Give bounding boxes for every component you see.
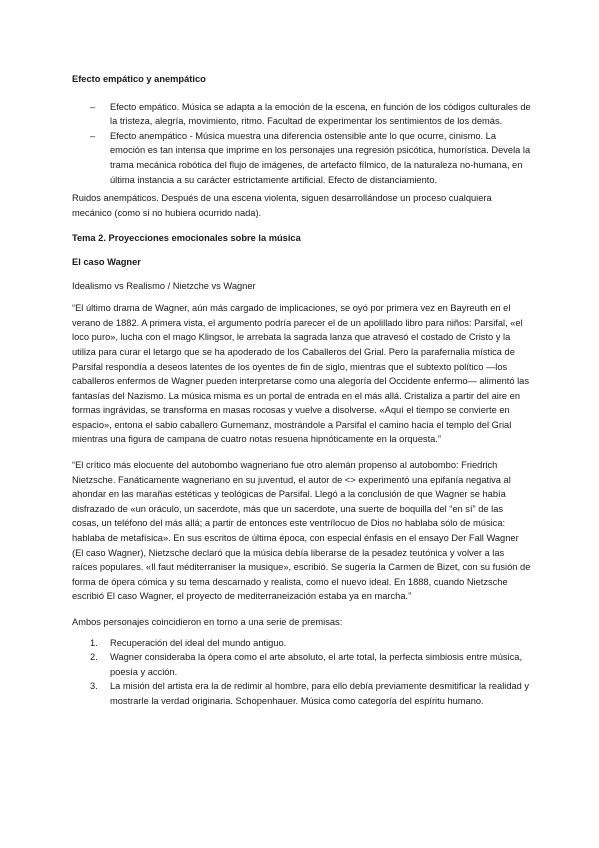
- list-item: [72, 636, 532, 651]
- list-item-text: Recuperación del ideal del mundo antiguo.: [110, 637, 287, 648]
- list-item: [72, 129, 532, 187]
- number-marker: 1.: [90, 637, 98, 648]
- subheading-caso-wagner: El caso Wagner: [72, 256, 141, 267]
- premisas-intro: Ambos personajes coincidieron en torno a una serie de premisas:: [72, 617, 343, 627]
- list-item-text: La misión del artista era la de redimir al hombre, para ello debía previamente desmitificar la realidad y mostrarle la verdad originaria. Schopenhauer. Música como categoría del espíritu humano.: [110, 681, 530, 706]
- efecto-list: [72, 100, 532, 188]
- quote-paragraph-2: “El crítico más elocuente del autobombo wagneriano fue otro alemán propenso al autobombo: Friedrich Nietzsche. Fanáticamente wagneriano en su juventud, el autor de <> experimentó una epifanía negativa al ahondar en las marañas estéticas y teológicas de Parsifal. Llegó a la conclusión de que Wagner se había disfrazado de «un oráculo, un sacerdote, más que un sacerdote, una suerte de boquilla del “en sí” de las cosas, un teléfono del más allá; a partir de entonces este ventrílocuo de Dios no hablaba sólo de música: hablaba de metafísica». En sus escritos de última época, con especial énfasis en el ensayo Der Fall Wagner (El caso Wagner), Nietzsche declaró que la música debía liberarse de la pesadez teutónica y volver a las raíces populares. «Il faut méditerraniser la musique», escribió. Se sugería la Carmen de Bizet, con su fusión de forma de ópera cómica y su tema descarnado y realista, como el nuevo ideal. En 1888, cuando Nietzsche escribió El caso Wagner, el proyecto de mediterraneización estaba ya en marcha.”: [72, 460, 531, 602]
- list-item-text: Efecto empático. Música se adapta a la emoción de la escena, en función de los códigos culturales de la tristeza, alegría, movimiento, ritmo. Facultad de experimentar los sentimientos de los demás.: [110, 101, 531, 127]
- subheading-idealismo: Idealismo vs Realismo / Nietzche vs Wagner: [72, 280, 256, 291]
- dash-bullet: –: [90, 101, 96, 112]
- number-marker: 2.: [90, 652, 98, 663]
- premisas-list: [72, 636, 532, 709]
- list-item: [72, 100, 532, 129]
- section-heading-efecto: Efecto empático y anempático: [72, 74, 206, 84]
- quote-paragraph-1: “El último drama de Wagner, aún más cargado de implicaciones, se oyó por primera vez en Bayreuth en el verano de 1882. A primera vista, el argumento podría parecer el de un apolillado libro para niños: Parsifal, «el loco puro», lucha con el mago Klingsor, le arrebata la sagrada lanza que atravesó el costado de Cristo y la utiliza para curar el letargo que se ha apoderado de los Caballeros del Grial. Pero la parafernalia mística de Parsifal respondía a deseos latentes de los oyentes de fin de siglo, mientras que el subtexto político —los caballeros enfermos de Wagner pueden interpretarse como una alegoría del Occidente enfermo— alimentó las fantasías del Nazismo. La música misma es un portal de entrada en el más allá. Cristaliza a partir del aire en formas ingrávidas, se transforma en masas rocosas y vuelve a disolverse. «Aquí el tiempo se convierte en espacio», entona el sabio caballero Gurnemanz, mostrándole a Parsifal el camino hacia el templo del Grial mientras una figura de campana de cuatro notas resuena hipnóticamente en la orquesta.”: [72, 303, 530, 445]
- ruidos-paragraph: Ruidos anempáticos. Después de una escena violenta, siguen desarrollándose un proceso cualquiera mecánico (como si no hubiera ocurrido nada).: [72, 193, 492, 218]
- document-page: [72, 72, 532, 709]
- section-heading-tema2: Tema 2. Proyecciones emocionales sobre la música: [72, 233, 301, 244]
- dash-bullet: –: [90, 130, 96, 141]
- list-item: [72, 679, 532, 708]
- number-marker: 3.: [90, 681, 98, 692]
- list-item: [72, 650, 532, 679]
- list-item-text: Efecto anempático - Música muestra una diferencia ostensible ante lo que ocurre, cinismo. La emoción es tan intensa que imprime en los personajes una regresión psicótica, humorística. Devela la trama mecánica robótica del flujo de imágenes, de artefacto fílmico, de la naturaleza no-humana, en última instancia a su carácter estrictamente artificial. Efecto de distanciamiento.: [110, 130, 531, 185]
- list-item-text: Wagner consideraba la ópera como el arte absoluto, el arte total, la perfecta simbiosis entre música, poesía y acción.: [110, 652, 523, 677]
